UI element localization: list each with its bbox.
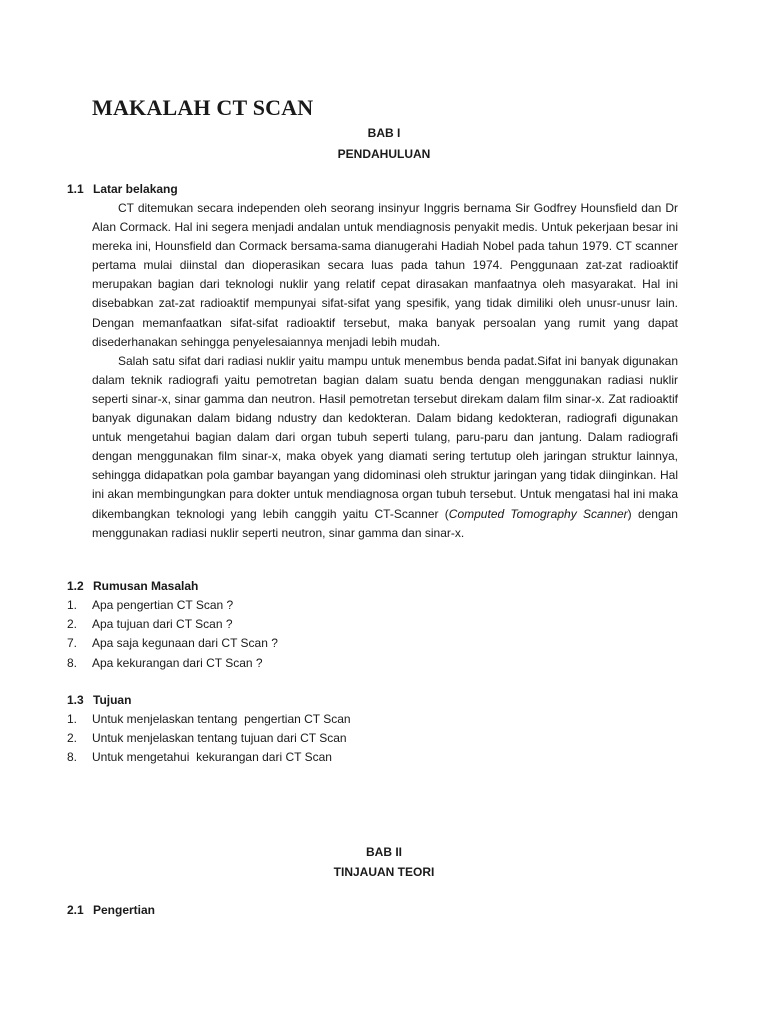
section-title: Pengertian — [93, 903, 156, 917]
list-text: Apa tujuan dari CT Scan ? — [92, 617, 233, 632]
paragraph-1: CT ditemukan secara independen oleh seorang insinyur Inggris bernama Sir Godfrey Hounsfield dan Dr Alan Cormack. Hal ini segera menjadi andalan untuk mendiagnosis penyakit medis. Untuk pekerjaan besar ini mereka ini, Hounsfield dan Cormack bersama-sama dianugerahi Hadiah Nobel pada tahun 1979. CT scanner pertama mulai diinstal dan dioperasikan secara luas pada tahun 1974. Penggunaan zat-zat radioaktif merupakan bagian dari teknologi nuklir yang relatif cepat dirasakan manfaatnya oleh masyarakat. Hal ini disebabkan zat-zat radioaktif mempunyai sifat-sifat yang spesifik, yang tidak dimiliki oleh unusr-unusr lain. Dengan memanfaatkan sifat-sifat radioaktif tersebut, maka banyak persoalan yang rumit yang dapat disederhanakan sehingga penyelesaiannya menjadi lebih mudah. — [92, 201, 678, 349]
list-number: 2. — [67, 617, 78, 632]
section-2-1-heading — [67, 903, 155, 917]
list-number: 8. — [67, 750, 78, 765]
section-1-1-body — [92, 199, 678, 543]
paragraph-2-italic: Computed Tomography Scanner — [448, 506, 628, 521]
list-number: 1. — [67, 598, 78, 612]
list-number: 1. — [67, 712, 78, 726]
list-number: 2. — [67, 731, 78, 746]
paragraph-2 — [92, 352, 678, 543]
list-text: Apa saja kegunaan dari CT Scan ? — [92, 636, 278, 651]
paragraph-2-text-a: Salah satu sifat dari radiasi nuklir yaitu mampu untuk menembus benda padat.Sifat ini banyak digunakan dalam teknik radiografi yaitu pemotretan bagian dalam suatu benda dengan menggunakan radiasi nuklir seperti sinar-x, sinar gamma dan neutron. Hasil pemotretan tersebut direkam dalam film sinar-x. Zat radioaktif banyak digunakan dalam bidang ndustry dan kedokteran. Dalam bidang kedokteran, radiografi digunakan untuk mengetahui bagian dalam dari organ tubuh seperti tulang, paru-paru dan jantung. Dalam radiografi dengan menggunakan film sinar-x, maka obyek yang diamati sering tertutup oleh jaringan struktur lainnya, sehingga didapatkan pola gambar bayangan yang didominasi oleh struktur jaringan yang tidak diinginkan. Hal ini akan membingungkan para dokter untuk mendiagnosa organ tubuh tersebut. Untuk mengatasi hal ini maka dikembangkan teknologi yang lebih canggih yaitu CT-Scanner ( — [92, 353, 678, 521]
list-item — [67, 710, 351, 729]
chapter-1-label: BAB I — [367, 126, 401, 140]
list-text: Untuk mengetahui kekurangan dari CT Scan — [92, 750, 332, 765]
list-item — [67, 615, 278, 634]
rumusan-masalah-list — [67, 596, 278, 673]
section-title: Rumusan Masalah — [93, 579, 199, 593]
list-item — [67, 596, 278, 615]
section-1-2-heading — [67, 579, 198, 593]
chapter-2-label: BAB II — [366, 845, 402, 859]
list-item — [67, 634, 278, 653]
chapter-2-subtitle: TINJAUAN TEORI — [333, 865, 435, 879]
tujuan-list — [67, 710, 351, 768]
list-text: Apa pengertian CT Scan ? — [92, 598, 234, 612]
section-number: 2.1 — [67, 903, 84, 917]
section-1-3-heading — [67, 693, 131, 707]
section-title: Tujuan — [93, 693, 132, 707]
list-number: 8. — [67, 655, 78, 670]
section-title: Latar belakang — [93, 182, 178, 196]
list-item — [67, 748, 351, 767]
paragraph-2-text-b: ) dengan menggunakan radiasi nuklir seperti neutron, sinar gamma dan sinar-x. — [92, 506, 678, 540]
chapter-1-subtitle: PENDAHULUAN — [337, 147, 431, 161]
section-number: 1.2 — [67, 579, 84, 593]
section-number: 1.3 — [67, 693, 84, 707]
section-number: 1.1 — [67, 182, 84, 196]
list-number: 7. — [67, 636, 78, 651]
list-text: Untuk menjelaskan tentang tujuan dari CT Scan — [92, 731, 347, 746]
list-item — [67, 654, 278, 673]
list-item — [67, 729, 351, 748]
list-text: Apa kekurangan dari CT Scan ? — [92, 655, 263, 670]
document-title: MAKALAH CT SCAN — [92, 95, 314, 120]
section-1-1-heading — [67, 182, 178, 196]
list-text: Untuk menjelaskan tentang pengertian CT Scan — [92, 712, 351, 726]
